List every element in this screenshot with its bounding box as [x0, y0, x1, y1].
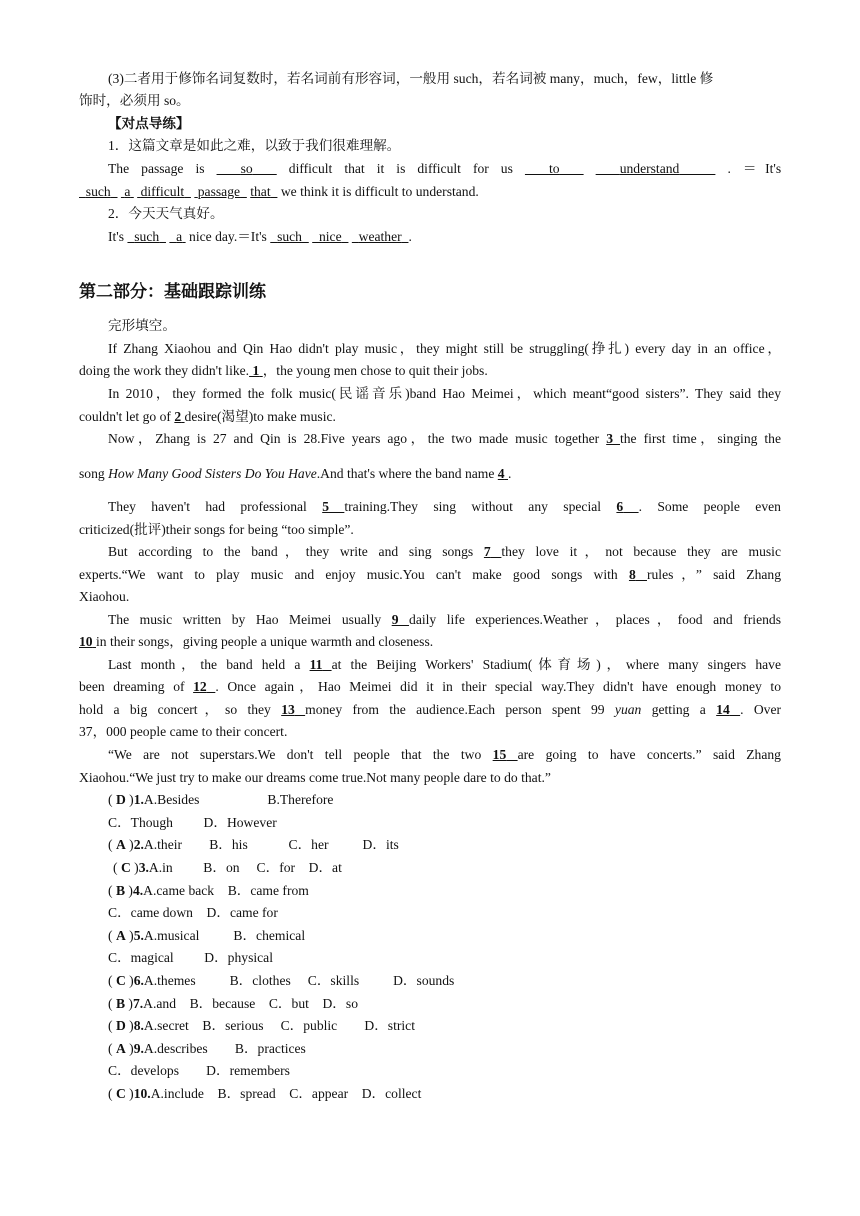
- blank-number: 12: [193, 679, 207, 694]
- passage-line: doing the work they didn't like. 1 ，the young men chose to quit their jobs.: [79, 363, 488, 378]
- option-line: C．Though D．However: [108, 815, 277, 830]
- blank-number: 3: [606, 431, 613, 446]
- passage-line: They haven't had professional 5 training.They sing without any special 6 . Some people even: [108, 499, 781, 514]
- blank-number: 7: [483, 544, 491, 559]
- passage-line: If Zhang Xiaohou and Qin Hao didn't play music，they might still be struggling(挣扎) every day in an office，: [108, 341, 781, 356]
- blank-number: 11: [309, 657, 323, 672]
- blank-number: 2: [174, 409, 182, 424]
- passage-line: 10 in their songs，giving people a unique warmth and closeness.: [79, 634, 434, 649]
- option-question-9: ( A )9.A.describes B．practices: [108, 1041, 306, 1056]
- grammar-note-line: (3)二者用于修饰名词复数时，若名词前有形容词，一般用 such，若名词被 many，much，few，little 修: [108, 71, 714, 86]
- song-title: How Many Good Sisters Do You Have: [108, 466, 317, 481]
- blank-number: 15: [492, 747, 507, 762]
- blank-number: 5: [322, 499, 329, 514]
- blank-number: 13: [281, 702, 295, 717]
- practice-title: 【对点导练】: [108, 116, 190, 131]
- blank-number: 14: [716, 702, 730, 717]
- option-question-3: ( C )3.A.in B．on C．for D．at: [113, 860, 342, 875]
- section-heading: 第二部分：基础跟踪训练: [79, 282, 266, 302]
- passage-line: But according to the band，they write and sing songs 7 they love it，not because they are music: [108, 544, 781, 559]
- option-question-7: ( B )7.A.and B．because C．but D．so: [108, 996, 358, 1011]
- passage-line: Last month，the band held a 11 at the Beijing Workers' Stadium(体育场)，where many singers have: [108, 657, 781, 672]
- practice-q1-chinese: 1．这篇文章是如此之难，以致于我们很难理解。: [108, 138, 401, 153]
- grammar-note-line: 饰时，必须用 so。: [79, 93, 190, 108]
- practice-q2-chinese: 2．今天天气真好。: [108, 206, 224, 221]
- blank-number: 4: [497, 466, 505, 481]
- passage-line: Now，Zhang is 27 and Qin is 28.Five years ago，the two made music together 3 the first time，singing the: [108, 431, 782, 446]
- practice-q1-line1: The passage is so difficult that it is difficult for us to understand . ＝It's: [108, 161, 782, 176]
- option-line: C．magical D．physical: [108, 950, 273, 965]
- passage-line: The music written by Hao Meimei usually 9 daily life experiences.Weather，places，food and friends: [108, 612, 781, 627]
- blank-number: 1: [252, 363, 260, 378]
- instruction: 完形填空。: [108, 318, 176, 333]
- blank-number: 10: [79, 634, 93, 649]
- passage-line: Xiaohou.“We just try to make our dreams come true.Not many people dare to do that.”: [79, 770, 551, 785]
- option-question-1: ( D )1.A.Besides B.Therefore: [108, 792, 334, 807]
- option-line: C．develops D．remembers: [108, 1063, 290, 1078]
- practice-q2-line: It's such a nice day.＝It's such nice weather .: [108, 229, 412, 244]
- option-question-8: ( D )8.A.secret B．serious C．public D．strict: [108, 1018, 415, 1033]
- passage-line: song How Many Good Sisters Do You Have.And that's where the band name 4 .: [79, 466, 512, 481]
- passage-line: “We are not superstars.We don't tell people that the two 15 are going to have concerts.” said Zhang: [108, 747, 781, 762]
- passage-line: criticized(批评)their songs for being “too simple”.: [79, 522, 354, 537]
- option-question-4: ( B )4.A.came back B．came from: [108, 883, 309, 898]
- blank-number: 8: [628, 567, 636, 582]
- blank-number: 6: [616, 499, 624, 514]
- passage-line: 37，000 people came to their concert.: [79, 724, 288, 739]
- passage-line: Xiaohou.: [79, 589, 130, 604]
- option-question-5: ( A )5.A.musical B．chemical: [108, 928, 306, 943]
- option-question-2: ( A )2.A.their B．his C．her D．its: [108, 837, 399, 852]
- option-question-10: ( C )10.A.include B．spread C．appear D．collect: [108, 1086, 422, 1101]
- passage-line: couldn't let go of 2 desire(渴望)to make music.: [79, 409, 336, 424]
- blank-number: 9: [391, 612, 399, 627]
- passage-line: hold a big concert，so they 13 money from the audience.Each person spent 99 yuan getting a 14 . Over: [79, 702, 782, 717]
- practice-q1-line2: such a difficult passage that we think it is difficult to understand.: [85, 184, 479, 199]
- passage-line: been dreaming of 12 . Once again，Hao Meimei did it in their special way.They didn't have enough money to: [79, 679, 781, 694]
- option-line: C．came down D．came for: [108, 905, 278, 920]
- passage-line: In 2010，they formed the folk music(民谣音乐)band Hao Meimei，which meant“good sisters”. They said they: [108, 386, 781, 401]
- passage-line: experts.“We want to play music and enjoy music.You can't make good songs with 8 rules，” said Zhang: [79, 567, 781, 582]
- option-question-6: ( C )6.A.themes B．clothes C．skills D．sounds: [108, 973, 455, 988]
